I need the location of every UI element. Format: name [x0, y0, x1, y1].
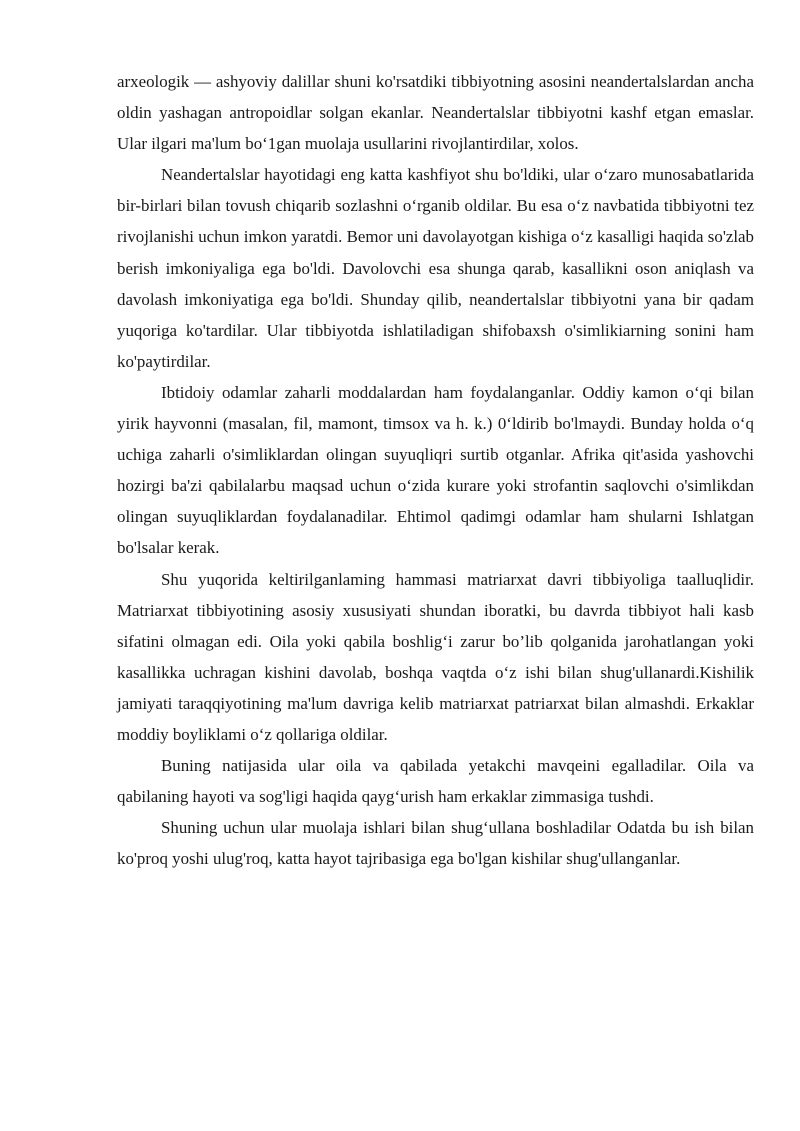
paragraph-leadership: Buning natijasida ular oila va qabilada yetakchi mavqeini egalladilar. Oila va qabilaning hayoti va sog'ligi haqida qayg‘urish ham erkaklar zimmasiga tushdi. [117, 756, 754, 807]
paragraph-healers: Shuning uchun ular muolaja ishlari bilan shug‘ullana boshladilar Odatda bu ish bilan ko'proq yoshi ulug'roq, katta hayot tajribasiga ega bo'lgan kishilar shug'ullanganlar. [117, 818, 754, 869]
paragraph-poisons: Ibtidoiy odamlar zaharli moddalardan ham foydalanganlar. Oddiy kamon o‘qi bilan yirik hayvonni (masalan, fil, mamont, timsox va h. k.) 0‘ldirib bo'lmaydi. Bunday holda o‘q uchiga zaharli o'simliklardan olingan suyuqliqri surtib otganlar. Afrika qit'asida yashovchi hozirgi ba'zi qabilalarbu maqsad uchun o‘zida kurare yoki strofantin saqlovchi o'simlikdan olingan suyuqliklardan foydalanadilar. Ehtimol qadimgi odamlar ham shularni Ishlatgan bo'lsalar kerak. [117, 382, 754, 558]
paragraph-continuation: arxeologik — ashyoviy dalillar shuni ko'rsatdiki tibbiyotning asosini neandertalslardan ancha oldin yashagan antropoidlar solgan ekanlar. Neandertalslar tibbiyotni kashf etgan emaslar. Ular ilgari ma'lum bo‘1gan muolaja usullarini rivojlantirdilar, xolos. [117, 72, 754, 154]
document-body [117, 66, 754, 874]
paragraph-neandertal-discovery: Neandertalslar hayotidagi eng katta kashfiyot shu bo'ldiki, ular o‘zaro munosabatlarida bir-birlari bilan tovush chiqarib sozlashni o‘rganib oldilar. Bu esa o‘z navbatida tibbiyotni tez rivojlanishi uchun imkon yaratdi. Bemor uni davolayotgan kishiga o‘z kasalligi haqida so'zlab berish imkoniyaliga ega bo'ldi. Davolovchi esa shunga qarab, kasallikni oson aniqlash va davolash imkoniyatiga ega bo'ldi. Shunday qilib, neandertalslar tibbiyotni yana bir qadam yuqoriga ko'tardilar. Ular tibbiyotda ishlatiladigan shifobaxsh o'simlikiarning sonini ham ko'paytirdilar. [117, 165, 754, 371]
paragraph-matriarchy: Shu yuqorida keltirilganlaming hammasi matriarxat davri tibbiyoliga taalluqlidir. Matriarxat tibbiyotining asosiy xususiyati shundan iboratki, bu davrda tibbiyot hali kasb sifatini olmagan edi. Oila yoki qabila boshlig‘i zarur bo’lib qolganida jarohatlangan yoki kasallikka uchragan kishini davolab, boshqa vaqtda o‘z ishi bilan shug'ullanardi.Kishilik jamiyati taraqqiyotining ma'lum davriga kelib matriarxat patriarxat bilan almashdi. Erkaklar moddiy boyliklami o‘z qollariga oldilar. [117, 569, 754, 744]
